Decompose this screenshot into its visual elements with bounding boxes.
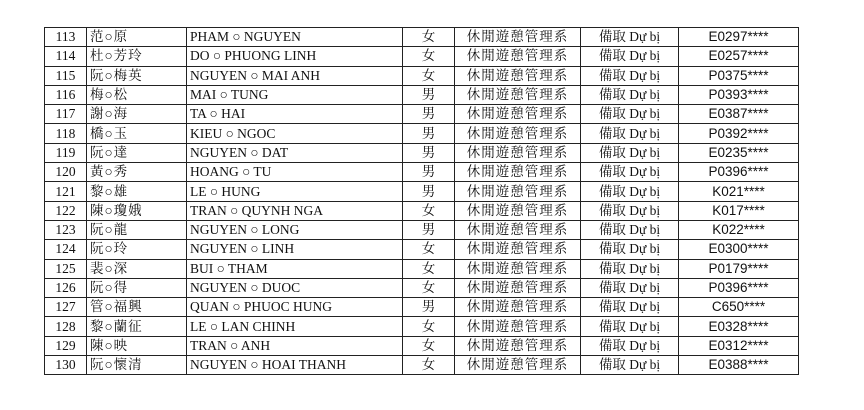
english-name-cell: NGUYEN ○ LONG xyxy=(187,220,403,239)
row-number-cell: 116 xyxy=(45,85,87,104)
chinese-name-cell: 阮○梅英 xyxy=(87,66,187,85)
chinese-name-cell: 裴○深 xyxy=(87,259,187,278)
admission-status-cell: 備取 Dự bị xyxy=(581,278,679,297)
row-number-cell: 127 xyxy=(45,298,87,317)
admission-status-cell: 備取 Dự bị xyxy=(581,317,679,336)
english-name-cell: PHAM ○ NGUYEN xyxy=(187,28,403,47)
department-cell: 休閒遊憩管理系 xyxy=(455,182,581,201)
english-name-cell: HOANG ○ TU xyxy=(187,163,403,182)
english-name-cell: KIEU ○ NGOC xyxy=(187,124,403,143)
gender-cell: 男 xyxy=(403,220,455,239)
row-number-cell: 119 xyxy=(45,143,87,162)
row-number-cell: 124 xyxy=(45,240,87,259)
table-row xyxy=(45,201,799,220)
table-row xyxy=(45,317,799,336)
english-name-cell: MAI ○ TUNG xyxy=(187,85,403,104)
admission-status-cell: 備取 Dự bị xyxy=(581,66,679,85)
row-number-cell: 120 xyxy=(45,163,87,182)
department-cell: 休閒遊憩管理系 xyxy=(455,220,581,239)
chinese-name-cell: 阮○龍 xyxy=(87,220,187,239)
id-number-cell: K022**** xyxy=(679,220,799,239)
id-number-cell: E0257**** xyxy=(679,47,799,66)
department-cell: 休閒遊憩管理系 xyxy=(455,85,581,104)
table-row xyxy=(45,220,799,239)
department-cell: 休閒遊憩管理系 xyxy=(455,105,581,124)
row-number-cell: 121 xyxy=(45,182,87,201)
row-number-cell: 122 xyxy=(45,201,87,220)
department-cell: 休閒遊憩管理系 xyxy=(455,356,581,375)
admission-status-cell: 備取 Dự bị xyxy=(581,201,679,220)
department-cell: 休閒遊憩管理系 xyxy=(455,317,581,336)
english-name-cell: QUAN ○ PHUOC HUNG xyxy=(187,298,403,317)
id-number-cell: E0297**** xyxy=(679,28,799,47)
table-row xyxy=(45,66,799,85)
english-name-cell: TA ○ HAI xyxy=(187,105,403,124)
id-number-cell: E0387**** xyxy=(679,105,799,124)
english-name-cell: NGUYEN ○ MAI ANH xyxy=(187,66,403,85)
gender-cell: 女 xyxy=(403,356,455,375)
department-cell: 休閒遊憩管理系 xyxy=(455,278,581,297)
table-row xyxy=(45,298,799,317)
admission-status-cell: 備取 Dự bị xyxy=(581,336,679,355)
candidate-table xyxy=(44,27,799,375)
gender-cell: 女 xyxy=(403,66,455,85)
id-number-cell: P0375**** xyxy=(679,66,799,85)
chinese-name-cell: 阮○達 xyxy=(87,143,187,162)
department-cell: 休閒遊憩管理系 xyxy=(455,259,581,278)
table-row xyxy=(45,85,799,104)
department-cell: 休閒遊憩管理系 xyxy=(455,143,581,162)
id-number-cell: E0235**** xyxy=(679,143,799,162)
table-row xyxy=(45,182,799,201)
row-number-cell: 123 xyxy=(45,220,87,239)
table-row xyxy=(45,336,799,355)
gender-cell: 男 xyxy=(403,298,455,317)
english-name-cell: NGUYEN ○ DAT xyxy=(187,143,403,162)
admission-status-cell: 備取 Dự bị xyxy=(581,182,679,201)
gender-cell: 男 xyxy=(403,182,455,201)
chinese-name-cell: 阮○懷清 xyxy=(87,356,187,375)
gender-cell: 女 xyxy=(403,240,455,259)
chinese-name-cell: 陳○映 xyxy=(87,336,187,355)
gender-cell: 女 xyxy=(403,201,455,220)
department-cell: 休閒遊憩管理系 xyxy=(455,66,581,85)
id-number-cell: C650**** xyxy=(679,298,799,317)
chinese-name-cell: 管○福興 xyxy=(87,298,187,317)
admission-status-cell: 備取 Dự bị xyxy=(581,240,679,259)
table-body xyxy=(45,28,799,375)
admission-status-cell: 備取 Dự bị xyxy=(581,85,679,104)
gender-cell: 女 xyxy=(403,317,455,336)
admission-status-cell: 備取 Dự bị xyxy=(581,259,679,278)
chinese-name-cell: 杜○芳玲 xyxy=(87,47,187,66)
row-number-cell: 115 xyxy=(45,66,87,85)
department-cell: 休閒遊憩管理系 xyxy=(455,163,581,182)
chinese-name-cell: 陳○瓊娥 xyxy=(87,201,187,220)
chinese-name-cell: 黎○雄 xyxy=(87,182,187,201)
id-number-cell: P0392**** xyxy=(679,124,799,143)
english-name-cell: NGUYEN ○ DUOC xyxy=(187,278,403,297)
department-cell: 休閒遊憩管理系 xyxy=(455,298,581,317)
admission-status-cell: 備取 Dự bị xyxy=(581,28,679,47)
chinese-name-cell: 橋○玉 xyxy=(87,124,187,143)
department-cell: 休閒遊憩管理系 xyxy=(455,28,581,47)
row-number-cell: 113 xyxy=(45,28,87,47)
row-number-cell: 129 xyxy=(45,336,87,355)
id-number-cell: E0328**** xyxy=(679,317,799,336)
row-number-cell: 130 xyxy=(45,356,87,375)
english-name-cell: NGUYEN ○ HOAI THANH xyxy=(187,356,403,375)
department-cell: 休閒遊憩管理系 xyxy=(455,240,581,259)
id-number-cell: P0393**** xyxy=(679,85,799,104)
gender-cell: 女 xyxy=(403,278,455,297)
admission-status-cell: 備取 Dự bị xyxy=(581,47,679,66)
admission-status-cell: 備取 Dự bị xyxy=(581,124,679,143)
chinese-name-cell: 范○原 xyxy=(87,28,187,47)
table-row xyxy=(45,47,799,66)
table-row xyxy=(45,105,799,124)
gender-cell: 男 xyxy=(403,85,455,104)
id-number-cell: K021**** xyxy=(679,182,799,201)
table-row xyxy=(45,356,799,375)
english-name-cell: TRAN ○ QUYNH NGA xyxy=(187,201,403,220)
english-name-cell: TRAN ○ ANH xyxy=(187,336,403,355)
gender-cell: 女 xyxy=(403,336,455,355)
id-number-cell: E0300**** xyxy=(679,240,799,259)
table-row xyxy=(45,278,799,297)
gender-cell: 女 xyxy=(403,47,455,66)
english-name-cell: NGUYEN ○ LINH xyxy=(187,240,403,259)
id-number-cell: P0396**** xyxy=(679,163,799,182)
table-row xyxy=(45,143,799,162)
admission-status-cell: 備取 Dự bị xyxy=(581,143,679,162)
id-number-cell: P0179**** xyxy=(679,259,799,278)
chinese-name-cell: 阮○得 xyxy=(87,278,187,297)
id-number-cell: P0396**** xyxy=(679,278,799,297)
row-number-cell: 128 xyxy=(45,317,87,336)
gender-cell: 男 xyxy=(403,163,455,182)
table-row xyxy=(45,240,799,259)
table-row xyxy=(45,124,799,143)
table-row xyxy=(45,28,799,47)
admission-status-cell: 備取 Dự bị xyxy=(581,163,679,182)
chinese-name-cell: 謝○海 xyxy=(87,105,187,124)
department-cell: 休閒遊憩管理系 xyxy=(455,201,581,220)
chinese-name-cell: 梅○松 xyxy=(87,85,187,104)
gender-cell: 男 xyxy=(403,143,455,162)
gender-cell: 女 xyxy=(403,259,455,278)
english-name-cell: BUI ○ THAM xyxy=(187,259,403,278)
table-row xyxy=(45,163,799,182)
english-name-cell: DO ○ PHUONG LINH xyxy=(187,47,403,66)
gender-cell: 男 xyxy=(403,124,455,143)
admission-status-cell: 備取 Dự bị xyxy=(581,298,679,317)
row-number-cell: 125 xyxy=(45,259,87,278)
table-row xyxy=(45,259,799,278)
id-number-cell: E0312**** xyxy=(679,336,799,355)
department-cell: 休閒遊憩管理系 xyxy=(455,336,581,355)
chinese-name-cell: 阮○玲 xyxy=(87,240,187,259)
admission-status-cell: 備取 Dự bị xyxy=(581,105,679,124)
english-name-cell: LE ○ HUNG xyxy=(187,182,403,201)
row-number-cell: 114 xyxy=(45,47,87,66)
department-cell: 休閒遊憩管理系 xyxy=(455,124,581,143)
admission-status-cell: 備取 Dự bị xyxy=(581,356,679,375)
row-number-cell: 117 xyxy=(45,105,87,124)
id-number-cell: E0388**** xyxy=(679,356,799,375)
english-name-cell: LE ○ LAN CHINH xyxy=(187,317,403,336)
gender-cell: 女 xyxy=(403,28,455,47)
chinese-name-cell: 黎○蘭征 xyxy=(87,317,187,336)
department-cell: 休閒遊憩管理系 xyxy=(455,47,581,66)
gender-cell: 男 xyxy=(403,105,455,124)
row-number-cell: 126 xyxy=(45,278,87,297)
admission-status-cell: 備取 Dự bị xyxy=(581,220,679,239)
row-number-cell: 118 xyxy=(45,124,87,143)
chinese-name-cell: 黃○秀 xyxy=(87,163,187,182)
id-number-cell: K017**** xyxy=(679,201,799,220)
